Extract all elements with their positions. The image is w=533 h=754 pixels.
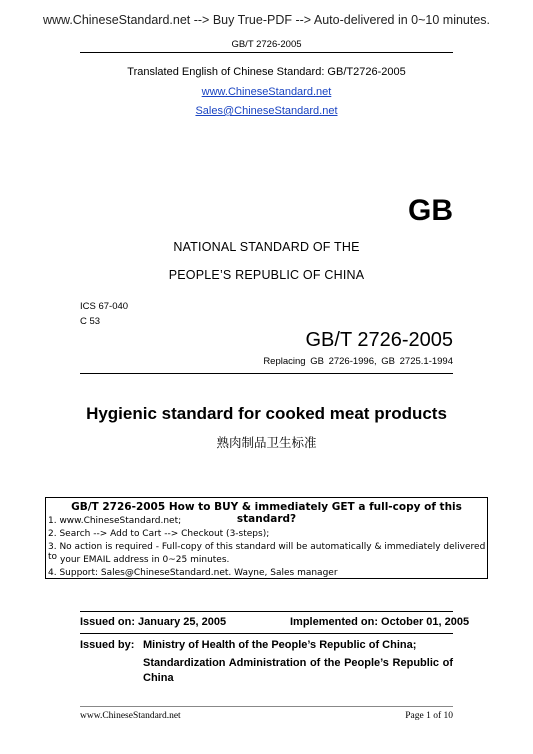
website-link-row (0, 86, 533, 98)
replacing-note: Replacing GB 2726-1996, GB 2725.1-1994 (263, 356, 453, 367)
buy-box-heading: GB/T 2726-2005 How to BUY & immediately GET a full-copy of this standard? (71, 501, 462, 525)
implemented-on-date: Implemented on: October 01, 2005 (290, 616, 470, 628)
cover-divider (80, 373, 453, 374)
header-divider (80, 52, 453, 53)
page-number: Page 1 of 10 (405, 711, 453, 721)
footer-divider (80, 706, 453, 707)
issuing-org-2-continued: China (143, 672, 174, 684)
national-standard-line1: NATIONAL STANDARD OF THE (173, 240, 360, 254)
translation-note: Translated English of Chinese Standard: GB/T2726-2005 (127, 66, 406, 78)
issued-by-label: Issued by: (80, 639, 135, 651)
ccs-code: C 53 (80, 316, 101, 327)
buy-step-2: 2. Search --> Add to Cart --> Checkout (3-steps); (48, 529, 270, 539)
buy-step-3-continued: your EMAIL address in 0~25 minutes. (60, 555, 230, 565)
standard-number: GB/T 2726-2005 (305, 329, 453, 351)
top-banner: www.ChineseStandard.net --> Buy True-PDF --> Auto-delivered in 0~10 minutes. (42, 13, 491, 27)
buy-step-1: 1. www.ChineseStandard.net; (48, 516, 182, 526)
gb-logo: GB (408, 194, 453, 227)
email-link[interactable]: Sales@ChineseStandard.net (195, 105, 338, 117)
issued-on-date: Issued on: January 25, 2005 (80, 616, 227, 628)
footer-url[interactable]: www.ChineseStandard.net (80, 711, 181, 721)
issue-bottom-divider (80, 633, 453, 634)
website-link[interactable]: www.ChineseStandard.net (201, 86, 332, 98)
email-link-row (0, 105, 533, 117)
buy-step-3: 3. No action is required - Full-copy of this standard will be automatically & immediately delivered to (48, 542, 486, 562)
title-chinese: 熟肉制品卫生标准 (216, 435, 317, 450)
issue-top-divider (80, 611, 453, 612)
issuing-org-2: Standardization Administration of the People’s Republic of (143, 657, 453, 669)
national-standard-line2: PEOPLE’S REPUBLIC OF CHINA (168, 268, 365, 282)
header-standard-ref: GB/T 2726-2005 (231, 39, 302, 50)
buy-step-4: 4. Support: Sales@ChineseStandard.net. Wayne, Sales manager (48, 568, 338, 578)
issuing-org-1: Ministry of Health of the People’s Republic of China; (143, 639, 417, 651)
title-english: Hygienic standard for cooked meat products (86, 404, 447, 423)
buy-instructions-box (45, 497, 488, 579)
ics-code: ICS 67-040 (80, 301, 129, 312)
